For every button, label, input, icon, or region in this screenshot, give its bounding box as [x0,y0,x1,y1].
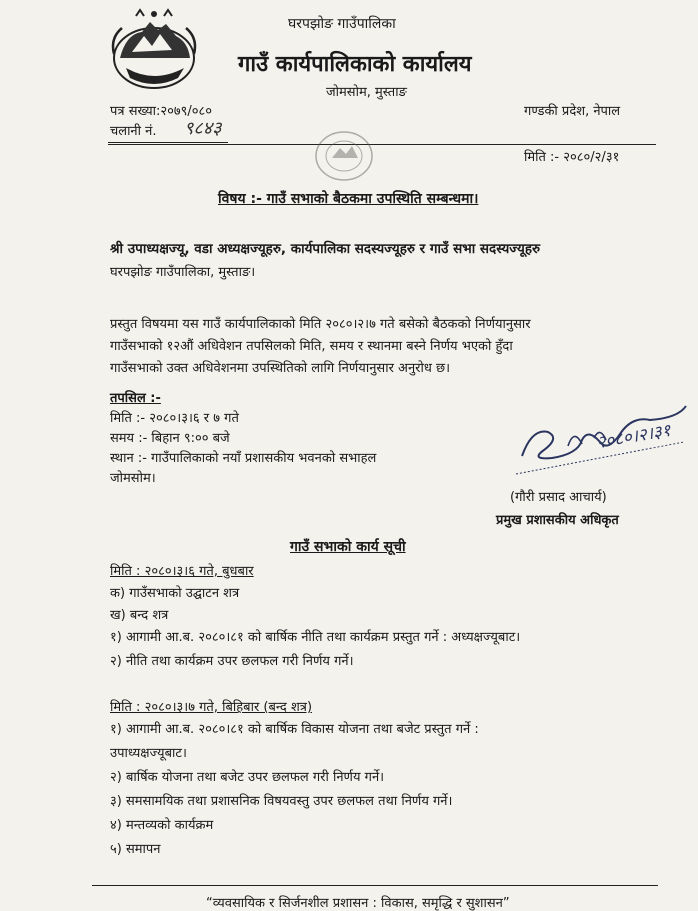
addressee-line-1: श्री उपाध्यक्षज्यू, वडा अध्यक्षज्यूहरु, कार्यपालिका सदस्यज्यूहरु र गाउँ सभा सदस्यज्यूहरु [110,241,541,257]
agenda-day2-item: ५) समापन [110,842,161,857]
nepal-emblem-icon [106,8,202,94]
municipality-name: घरपझोङ गाउँपालिका [288,16,396,32]
agenda-title: गाउँ सभाको कार्य सूची [290,539,406,555]
subject-line: विषय :- गाउँ सभाको बैठकमा उपस्थिति सम्बन्धमा। [218,191,479,207]
agenda-day2-item: ३) समसामयिक तथा प्रशासनिक विषयवस्तु उपर छलफल तथा निर्णय गर्ने। [110,794,453,809]
office-location: जोमसोम, मुस्ताङ [326,85,407,100]
details-heading: तपसिल :- [110,391,161,406]
agenda-day1-item: १) आगामी आ.ब. २०८०।८१ को बार्षिक नीति तथा कार्यक्रम प्रस्तुत गर्ने : अध्यक्षज्यूबाट। [110,630,521,645]
header-rule [108,144,656,145]
dispatch-label: चलानी नं. [110,124,157,139]
agenda-day1-item: २) नीति तथा कार्यक्रम उपर छलफल गरी निर्णय गर्ने। [110,654,354,669]
signature-date: २०८०।२।३१ [595,420,673,454]
body-line-3: गाउँसभाको उक्त अधिवेशनमा उपस्थितिको लागि निर्णयानुसार अनुरोध छ। [110,361,451,376]
agenda-day2-heading: मिति : २०८०।३।७ गते, बिहिबार (बन्द शत्र) [110,700,313,715]
agenda-day2-item: १) आगामी आ.ब. २०८०।८१ को बार्षिक विकास योजना तथा बजेट प्रस्तुत गर्ने : [110,722,479,737]
letter-date: मिति :- २०८०/२/३१ [524,150,620,165]
details-place-line-2: जोमसोम। [110,471,156,486]
dispatch-number: ९८४३ [184,118,222,139]
signatory-title: प्रमुख प्रशासकीय अधिकृत [496,513,619,528]
details-place: स्थान :- गाउँपालिकाको नयाँ प्रशासकीय भवनको सभाहल [110,451,377,466]
signatory-name: (गौरी प्रसाद आचार्य) [510,490,607,505]
agenda-day1-item: ख) बन्द शत्र [110,608,169,623]
province-label: गण्डकी प्रदेश, नेपाल [524,104,621,119]
agenda-day2-item: ४) मन्तव्यको कार्यक्रम [110,818,214,833]
agenda-day2-item: २) बार्षिक योजना तथा बजेट उपर छलफल गरी निर्णय गर्ने। [110,770,385,785]
addressee-line-2: घरपझोङ गाउँपालिका, मुस्ताङ। [110,265,256,280]
footer-rule [92,885,658,886]
reference-number: पत्र सख्या:२०७९/०८० [110,104,213,119]
footer-motto: “व्यवसायिक र सिर्जनशील प्रशासन : विकास, समृद्धि र सुशासन” [206,896,510,911]
agenda-day1-heading: मिति : २०८०।३।६ गते, बुधबार [110,564,254,579]
office-stamp-icon [312,128,376,184]
body-line-1: प्रस्तुत विषयमा यस गाउँ कार्यपालिकाको मिति २०८०।२।७ गते बसेको बैठकको निर्णयानुसार [110,317,531,332]
agenda-day2-item: उपाध्यक्षज्यूबाट। [110,746,187,761]
office-title: गाउँ कार्यपालिकाको कार्यालय [238,52,472,77]
details-date: मिति :- २०८०।३।६ र ७ गते [110,411,239,426]
details-time: समय :- बिहान ९:०० बजे [110,431,230,446]
dispatch-underline [108,142,228,143]
agenda-day1-item: क) गाउँसभाको उद्घाटन शत्र [110,586,240,601]
body-line-2: गाउँसभाको १२औं अधिवेशन तपसिलको मिति, समय र स्थानमा बस्ने निर्णय भएको हुँदा [110,339,513,354]
